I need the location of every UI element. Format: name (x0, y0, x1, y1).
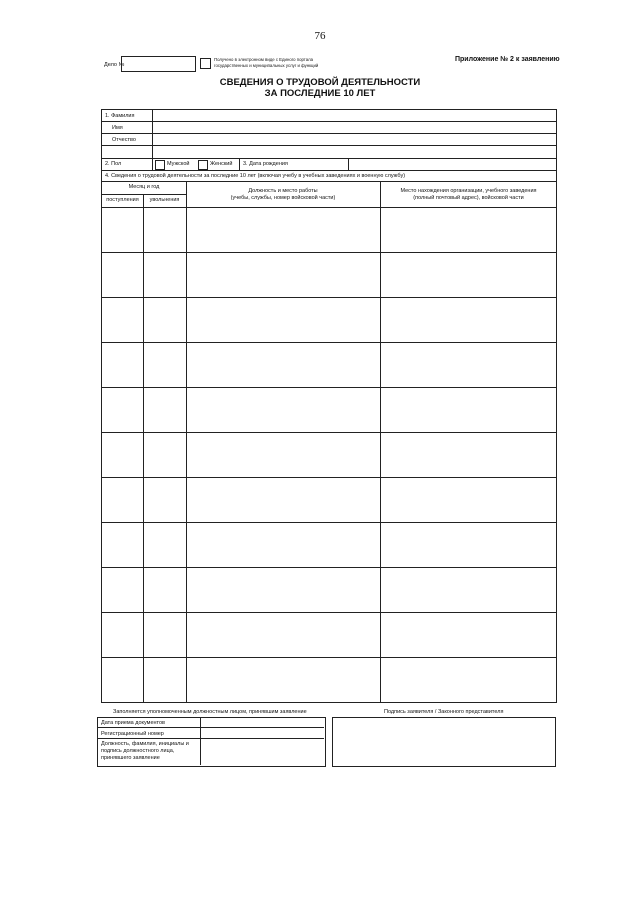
row-divider (102, 181, 557, 182)
table-row-divider (102, 477, 557, 478)
start-date-header: поступления (106, 197, 139, 203)
row-divider (102, 158, 557, 159)
table-row-divider (102, 522, 557, 523)
form-title-line-1: СВЕДЕНИЯ О ТРУДОВОЙ ДЕЯТЕЛЬНОСТИ (219, 77, 421, 88)
location-header (380, 188, 557, 202)
signature-box[interactable] (332, 717, 556, 767)
table-row-divider (102, 342, 557, 343)
case-number-field[interactable] (121, 56, 196, 72)
appendix-label: Приложение № 2 к заявлению (455, 56, 560, 63)
col-divider (239, 158, 240, 170)
name-label: Имя (112, 125, 123, 131)
position-header (186, 188, 380, 202)
surname-label: 1. Фамилия (105, 113, 135, 119)
case-number-label: Дело № (104, 62, 125, 68)
table-row-divider (102, 567, 557, 568)
col-divider (348, 158, 349, 170)
table-row-divider (102, 612, 557, 613)
month-year-header: Месяц и год (128, 184, 160, 190)
male-checkbox[interactable] (155, 160, 165, 170)
col-divider (186, 181, 187, 703)
sex-label: 2. Пол (105, 161, 122, 167)
registration-table (97, 717, 326, 767)
filled-by-caption: Заполняется уполномоченным должностным лицом, принявшим заявление (113, 709, 307, 715)
epgu-checkbox[interactable] (200, 58, 211, 69)
table-row-divider (102, 657, 557, 658)
position-header-line-2: (учебы, службы, номер войсковой части) (230, 195, 336, 201)
form-title-line-2: ЗА ПОСЛЕДНИЕ 10 ЛЕТ (264, 88, 376, 99)
row-divider (98, 738, 324, 739)
form-title (0, 77, 640, 99)
col-divider (200, 718, 201, 765)
table-row-divider (102, 252, 557, 253)
page-number: 76 (314, 30, 326, 42)
work-history-form (101, 109, 557, 703)
row-divider (102, 170, 557, 171)
reception-date-label: Дата приема документов (101, 720, 165, 726)
patronymic-label: Отчество (112, 137, 136, 143)
table-row-divider (102, 432, 557, 433)
table-row-divider (102, 387, 557, 388)
female-label: Женский (210, 161, 233, 167)
female-checkbox[interactable] (198, 160, 208, 170)
birth-date-label: 3. Дата рождения (243, 161, 288, 167)
position-header-line-1: Должность и место работы (248, 188, 318, 194)
signature-caption: Подпись заявителя / Законного представителя (384, 709, 504, 715)
registration-number-label: Регистрационный номер (101, 731, 164, 737)
official-label: Должность, фамилия, инициалы и подпись должностного лица, принявшего заявление (101, 741, 189, 761)
row-divider (102, 133, 557, 134)
row-divider (98, 727, 324, 728)
col-divider (152, 110, 153, 170)
col-divider (143, 194, 144, 703)
location-header-line-2: (полный почтовый адрес), войсковой части (413, 195, 524, 201)
location-header-line-1: Место нахождения организации, учебного заведения (400, 188, 537, 194)
row-divider (102, 207, 557, 208)
row-divider (102, 194, 186, 195)
epgu-note: Получено в электронном виде с Единого портала государственных и муниципальных услуг и функций (214, 57, 319, 68)
work-section-title: 4. Сведения о трудовой деятельности за последние 10 лет (включая учебу в учебных заведениях и военную службу) (105, 173, 406, 179)
col-divider (380, 181, 381, 703)
row-divider (102, 145, 557, 146)
table-row-divider (102, 297, 557, 298)
end-date-header: увольнения (149, 197, 180, 203)
row-divider (102, 121, 557, 122)
male-label: Мужской (167, 161, 190, 167)
